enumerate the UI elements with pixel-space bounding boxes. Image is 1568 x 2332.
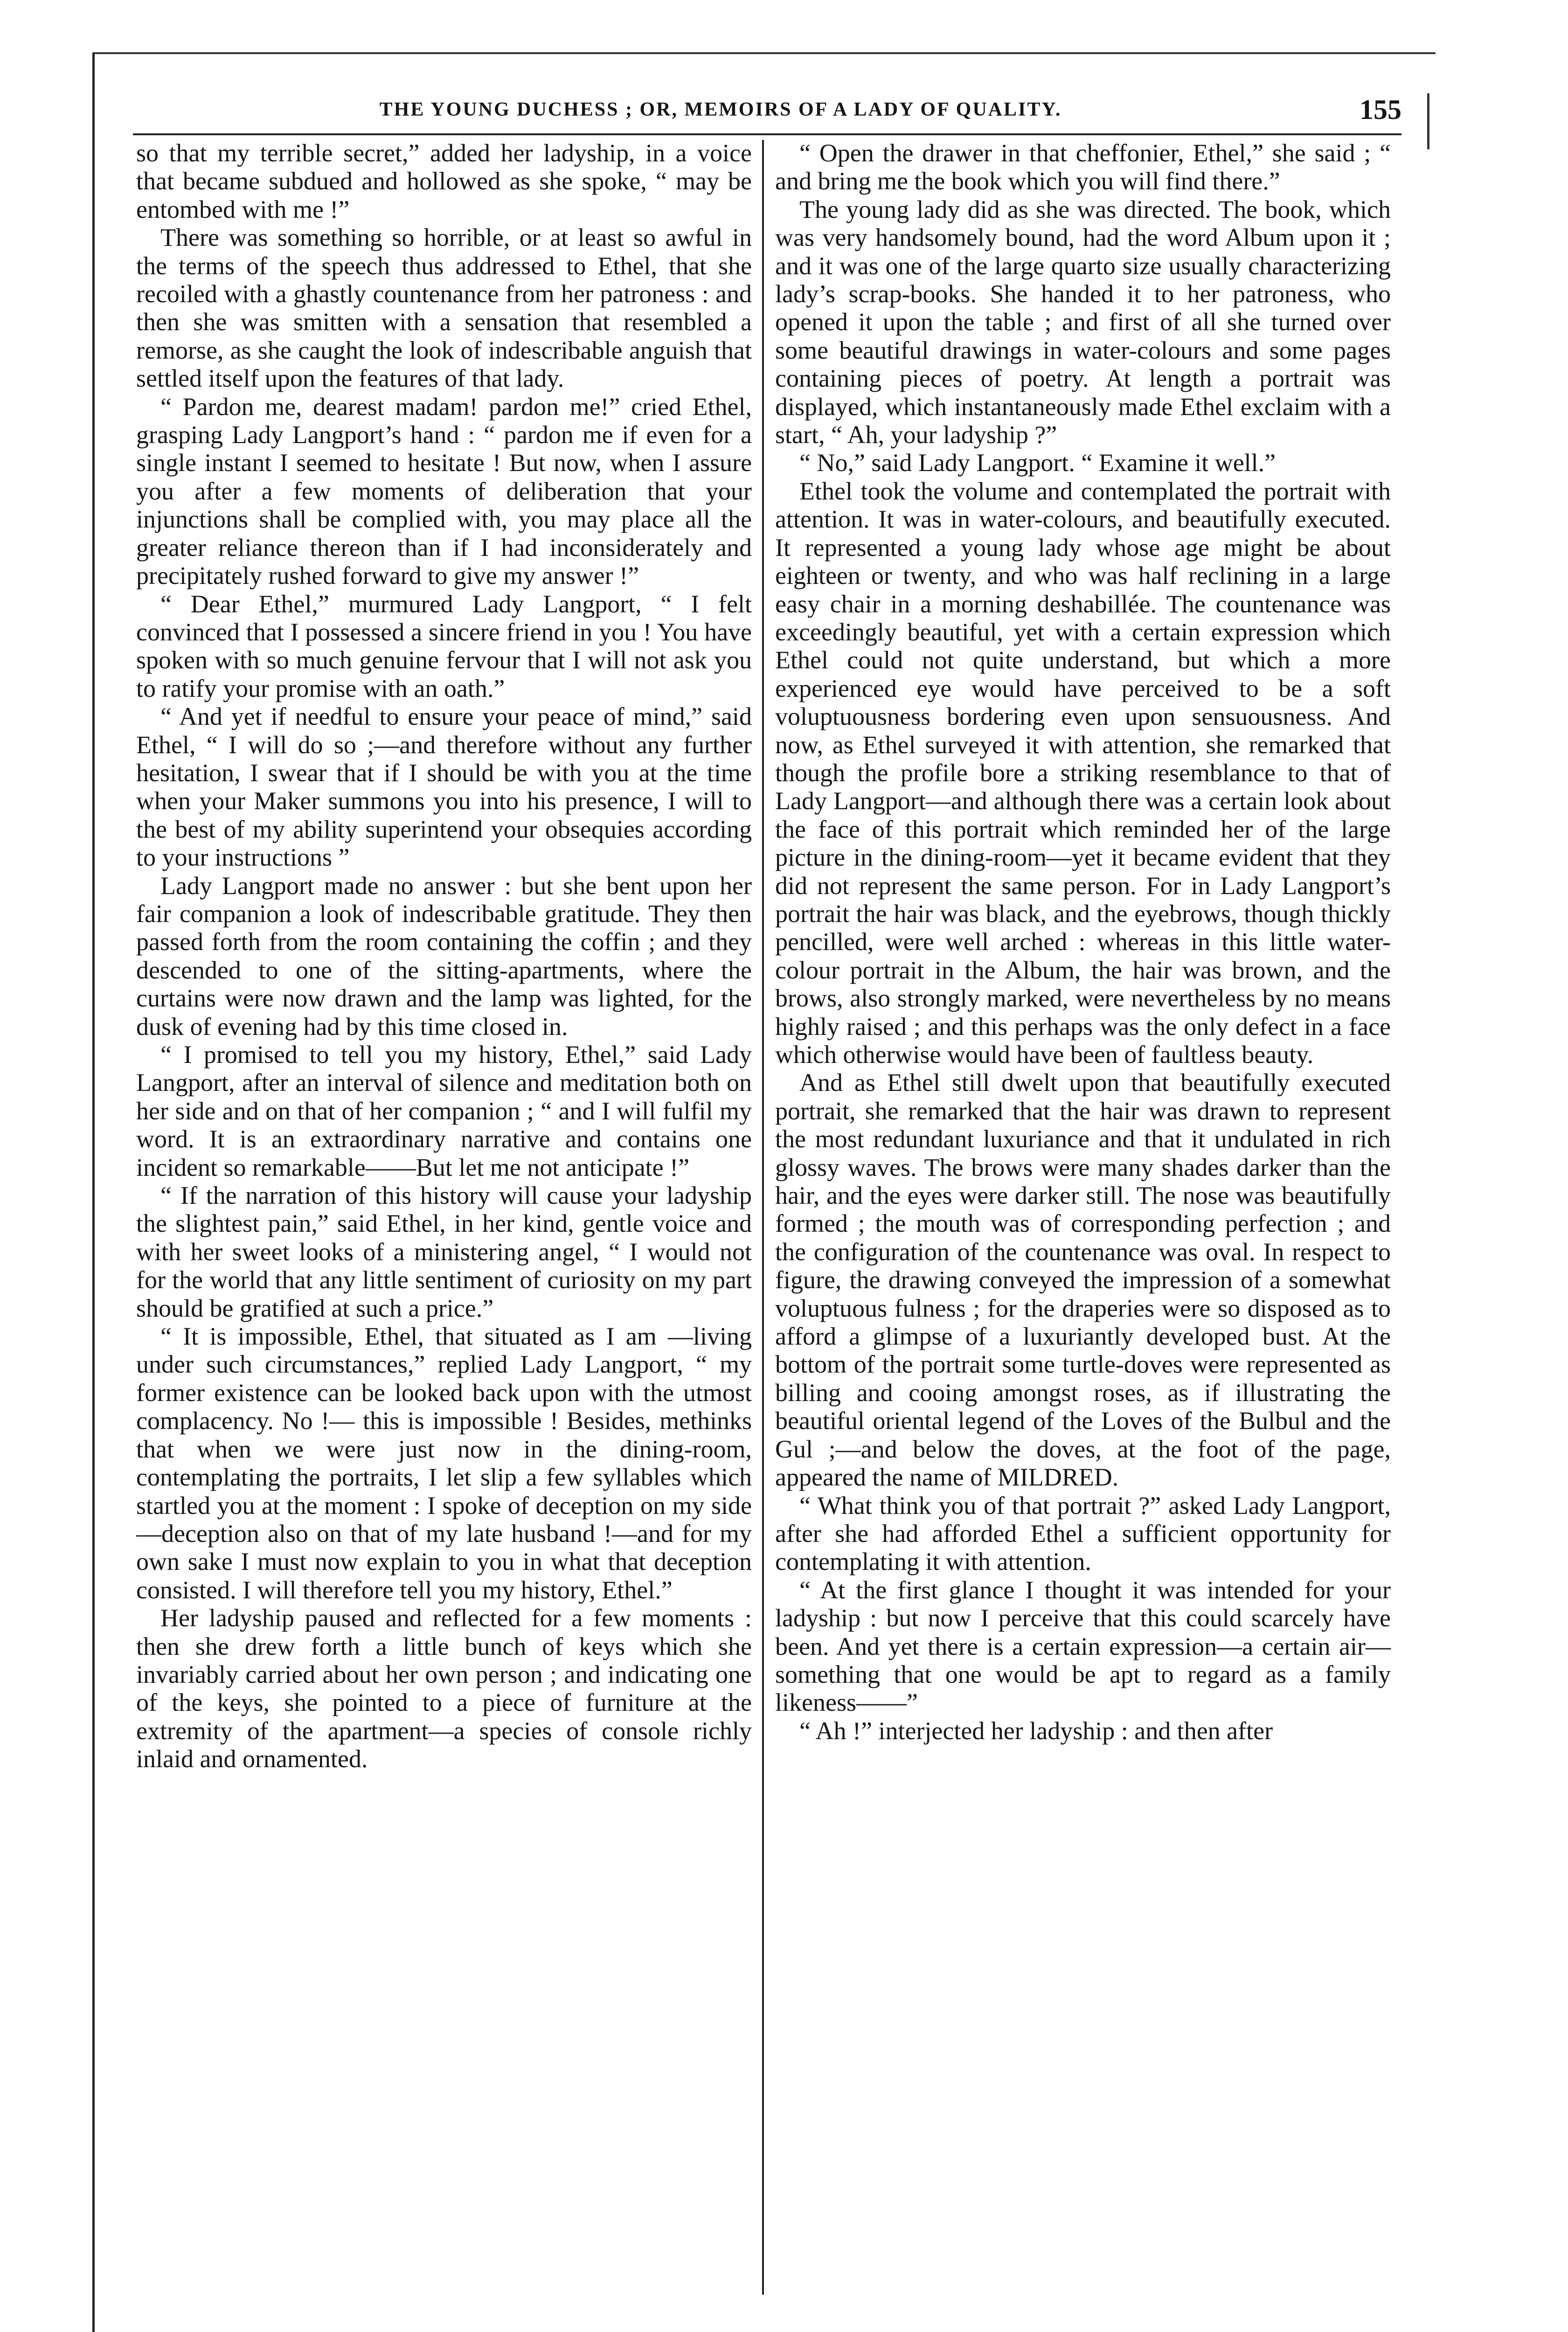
paragraph: “ I promised to tell you my history, Ethel,” said Lady Langport, after an interval of silence and meditation both on her side and on that of her companion ; “ and I will fulfil my word. It is an extraordinary narrative and contains one incident so remarkable——But let me not anticipate !” (136, 1041, 752, 1181)
paragraph: “ At the first glance I thought it was intended for your ladyship : but now I perceive that this could scarcely have been. And yet there is a certain expression—a certain air—something that one would be apt to regard as a family likeness——” (775, 1575, 1391, 1717)
paragraph: Her ladyship paused and reflected for a few moments : then she drew forth a little bunch of keys which she invariably carried about her own person ; and indicating one of the keys, she pointed to a piece of furniture at the extremity of the apartment—a species of console richly inlaid and ornamented. (136, 1604, 752, 1773)
paragraph: “ Ah !” interjected her ladyship : and then after (799, 1716, 1273, 1745)
paragraph: And as Ethel still dwelt upon that beautifully executed portrait, she remarked that the hair was drawn to represent the most redundant luxuriance and that it undulated in rich glossy waves. The brows were many shades darker than the hair, and the eyes were darker still. The nose was beautifully formed ; the mouth was of corresponding perfection ; and the configuration of the countenance was oval. In respect to figure, the drawing conveyed the impression of a somewhat voluptuous fulness ; for the draperies were so disposed as to afford a glimpse of a luxuriantly developed bust. At the bottom of the portrait some turtle-doves were represented as billing and cooing amongst roses, as if illustrating the beautiful oriental legend of the Loves of the Bulbul and the Gul ;—and below the doves, at the foot of the page, appeared the name of MILDRED. (775, 1069, 1391, 1492)
paragraph: “ Dear Ethel,” murmured Lady Langport, “ I felt convinced that I possessed a sincere friend in you ! You have spoken with so much genuine fervour that I will not ask you to ratify your promise with an oath.” (136, 590, 752, 702)
column-divider (762, 140, 764, 2295)
page-border-right (1427, 93, 1429, 149)
paragraph: so that my terrible secret,” added her ladyship, in a voice that became subdued and hollowed as she spoke, “ may be entombed with me !” (136, 139, 752, 223)
paragraph: “ And yet if needful to ensure your peace of mind,” said Ethel, “ I will do so ;—and therefore without any further hesitation, I swear that if I should be with you at the time when your Maker summons you into his presence, I will to the best of my ability superintend your obsequies according to your instructions ” (136, 702, 752, 872)
paragraph: “ Pardon me, dearest madam! pardon me!” cried Ethel, grasping Lady Langport’s hand : “ pardon me if even for a single instant I seemed to hesitate ! But now, when I assure you after a few moments of deliberation that your injunctions shall be complied with, you may place all the greater reliance thereon than if I had inconsiderately and precipitately rushed forward to give my answer !” (136, 392, 752, 590)
page-number: 155 (1360, 94, 1401, 125)
paragraph: There was something so horrible, or at least so awful in the terms of the speech thus addressed to Ethel, that she recoiled with a ghastly countenance from her patroness : and then she was smitten with a sensation that resembled a remorse, as she caught the look of indescribable anguish that settled itself upon the features of that lady. (136, 223, 752, 393)
left-column (136, 139, 752, 1773)
paragraph: “ What think you of that portrait ?” asked Lady Langport, after she had afforded Ethel a sufficient opportunity for contemplating it with attention. (775, 1491, 1391, 1576)
header-rule (133, 133, 1401, 135)
page-border-top (92, 52, 1436, 54)
paragraph: Lady Langport made no answer : but she bent upon her fair companion a look of indescribable gratitude. They then passed forth from the room containing the coffin ; and they descended to one of the sitting-apartments, where the curtains were now drawn and the lamp was lighted, for the dusk of evening had by this time closed in. (136, 871, 752, 1041)
paragraph: “ No,” said Lady Langport. “ Examine it well.” (799, 449, 1276, 477)
page-border-left (92, 52, 95, 2332)
paragraph: “ Open the drawer in that cheffonier, Ethel,” she said ; “ and bring me the book which you will find there.” (775, 139, 1391, 195)
page-header (133, 89, 1401, 131)
paragraph: “ If the narration of this history will cause your ladyship the slightest pain,” said Ethel, in her kind, gentle voice and with her sweet looks of a ministering angel, “ I would not for the world that any little sentiment of curiosity on my part should be gratified at such a price.” (136, 1181, 752, 1322)
right-column (775, 139, 1391, 1745)
paragraph: “ It is impossible, Ethel, that situated as I am —living under such circumstances,” replied Lady Langport, “ my former existence can be looked back upon with the utmost complacency. No !— this is impossible ! Besides, methinks that when we were just now in the dining-room, contemplating the portraits, I let slip a few syllables which startled you at the moment : I spoke of deception on my side—deception also on that of my late husband !—and for my own sake I must now explain to you in what that deception consisted. I will therefore tell you my history, Ethel.” (136, 1322, 752, 1604)
paragraph: The young lady did as she was directed. The book, which was very handsomely bound, had the word Album upon it ; and it was one of the large quarto size usually characterizing lady’s scrap-books. She handed it to her patroness, who opened it upon the table ; and first of all she turned over some beautiful drawings in water-colours and some pages containing pieces of poetry. At length a portrait was displayed, which instantaneously made Ethel exclaim with a start, “ Ah, your ladyship ?” (775, 195, 1391, 449)
running-title: THE YOUNG DUCHESS ; OR, MEMOIRS OF A LADY OF QUALITY. (379, 99, 1062, 120)
paragraph: Ethel took the volume and contemplated the portrait with attention. It was in water-colours, and beautifully executed. It represented a young lady whose age might be about eighteen or twenty, and who was half reclining in a large easy chair in a morning deshabillée. The countenance was exceedingly beautiful, yet with a certain expression which Ethel could not quite understand, but which a more experienced eye would have perceived to be a soft voluptuousness bordering even upon sensuousness. And now, as Ethel surveyed it with attention, she remarked that though the profile bore a striking resemblance to that of Lady Langport—and although there was a certain look about the face of this portrait which reminded her of the large picture in the dining-room—yet it became evident that they did not represent the same person. For in Lady Langport’s portrait the hair was black, and the eyebrows, though thickly pencilled, were well arched : whereas in this little water-colour portrait in the Album, the hair was brown, and the brows, also strongly marked, were nevertheless by no means highly raised ; and this perhaps was the only defect in a face which otherwise would have been of faultless beauty. (775, 477, 1391, 1069)
